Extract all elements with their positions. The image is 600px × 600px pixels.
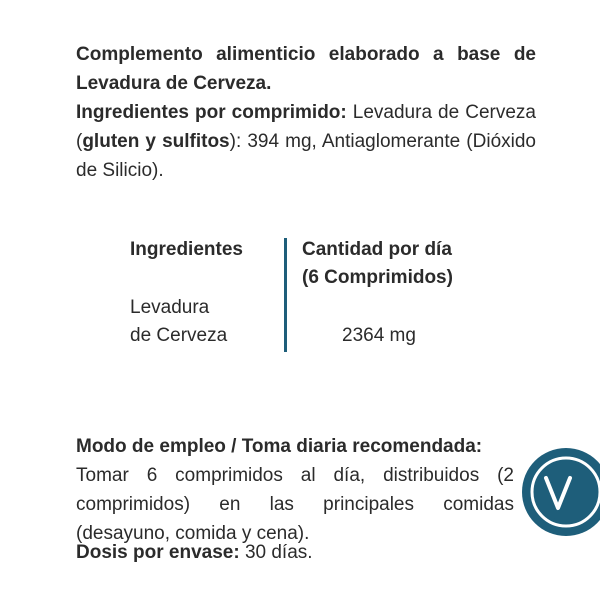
usage-instructions xyxy=(76,432,514,548)
table-header-ingredient: Ingredientes xyxy=(130,239,243,260)
dose-label: Dosis por envase: xyxy=(76,542,240,563)
product-lead-text: Complemento alimenticio elaborado a base de Levadura de Cerveza. xyxy=(76,44,536,94)
table-cell-quantity: 2364 mg xyxy=(342,325,416,346)
product-description xyxy=(76,40,536,185)
ingredients-label: Ingredientes por comprimido: xyxy=(76,102,347,123)
usage-title: Modo de empleo / Toma diaria recomendada: xyxy=(76,436,483,457)
dose-info xyxy=(76,538,313,567)
allergens-text: gluten y sulfitos xyxy=(82,131,230,152)
brand-logo-svg xyxy=(518,444,600,540)
table-header-quantity-line1: Cantidad por día xyxy=(302,239,452,260)
nutrition-table xyxy=(130,236,530,354)
ingredients-text-part2: ): 394 mg, Antiaglomerante (Dióxido de Silicio). xyxy=(76,131,536,181)
dose-value: 30 días. xyxy=(239,542,313,563)
table-cell-ingredient-line2: de Cerveza xyxy=(130,325,228,346)
table-cell-ingredient-line1: Levadura xyxy=(130,297,210,318)
table-cell-ingredient xyxy=(130,294,280,350)
column-divider xyxy=(284,238,287,352)
ingredients-text-part1: Levadura de Cerveza ( xyxy=(76,102,536,152)
table-header-quantity xyxy=(302,236,522,292)
brand-logo-icon xyxy=(518,444,600,540)
usage-text: Tomar 6 comprimidos al día, distribuidos (2 comprimidos) en las principales comidas (desayuno, comida y cena). xyxy=(76,465,514,544)
table-header-quantity-line2: (6 Comprimidos) xyxy=(302,267,453,288)
